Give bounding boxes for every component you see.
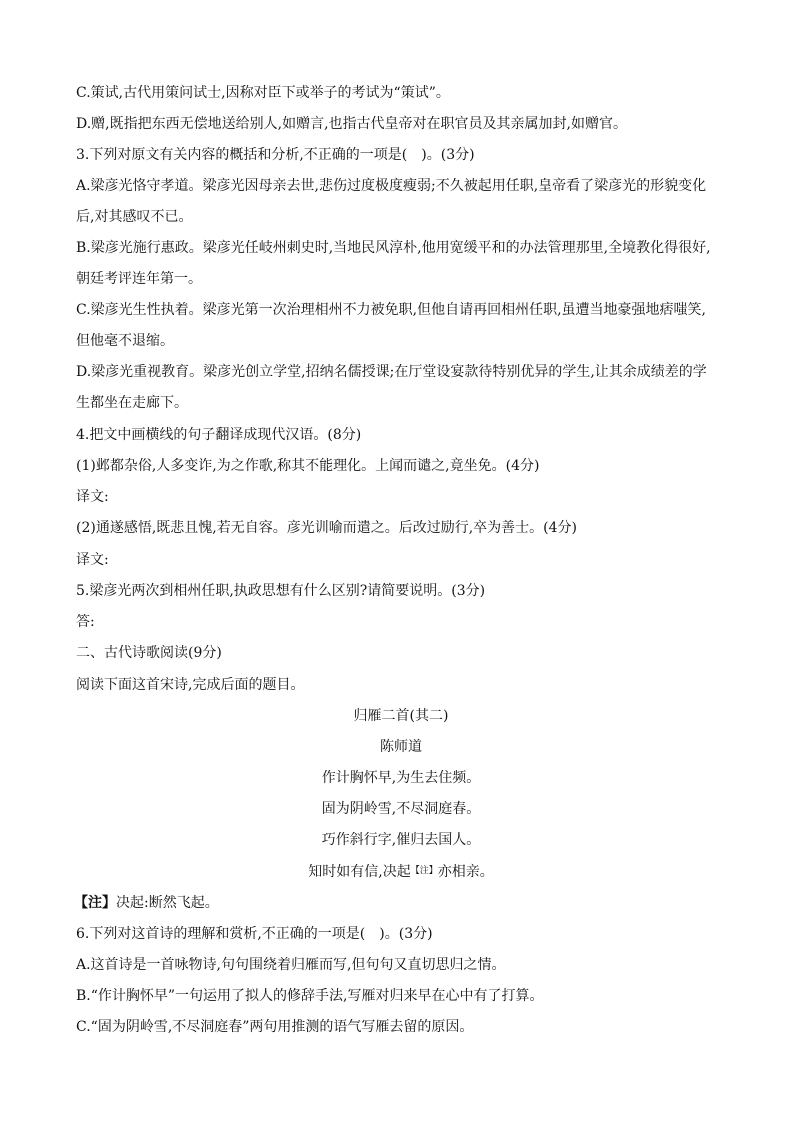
- q3-option-c-line1: C.梁彦光生性执着。梁彦光第一次治理相州不力被免职,但他自请再回相州任职,虽遭当地豪强地痞嗤笑,: [76, 302, 707, 318]
- q4-part-2: (2)通遂感悟,既悲且愧,若无自容。彦光训喻而遣之。后改过励行,卒为善士。(4分): [76, 520, 578, 536]
- poem-note-text: 决起:断然飞起。: [116, 895, 219, 911]
- question-5: 5.梁彦光两次到相州任职,执政思想有什么区别?请简要说明。(3分): [76, 583, 486, 599]
- question-4: 4.把文中画横线的句子翻译成现代汉语。(8分): [76, 427, 362, 443]
- q6-option-b: B.“作计胸怀早”一句运用了拟人的修辞手法,写雁对归来早在心中有了打算。: [76, 988, 544, 1004]
- q4-translation-1-label: 译文:: [76, 489, 109, 505]
- q4-translation-2-label: 译文:: [76, 552, 109, 568]
- poem-line-1: 作计胸怀早,为生去住频。: [321, 770, 481, 786]
- q6-option-a: A.这首诗是一首咏物诗,句句围绕着归雁而写,但句句又直切思归之情。: [76, 957, 506, 973]
- poem-line-2: 固为阴岭雪,不尽洞庭春。: [321, 801, 481, 817]
- q6-option-c: C.“固为阴岭雪,不尽洞庭春”两句用推测的语气写雁去留的原因。: [76, 1019, 474, 1035]
- q5-answer-label: 答:: [76, 614, 95, 630]
- poem-line-4-before: 知时如有信,决起: [308, 864, 411, 880]
- question-6: 6.下列对这首诗的理解和赏析,不正确的一项是( )。(3分): [76, 926, 433, 942]
- q3-option-c-line2: 但他毫不退缩。: [76, 333, 174, 349]
- poem-note-label: 【注】: [74, 895, 116, 911]
- q3-option-a-line1: A.梁彦光恪守孝道。梁彦光因母亲去世,悲伤过度极度瘦弱;不久被起用任职,皇帝看了梁彦光的形貌变化: [76, 178, 707, 194]
- poem-note: [74, 894, 724, 912]
- option-c-line: C.策试,古代用策问试士,因称对臣下或举子的考试为“策试”。: [76, 85, 450, 101]
- poem-line-4-after: 亦相亲。: [437, 864, 494, 880]
- poem-author: 陈师道: [380, 739, 422, 755]
- question-3: 3.下列对原文有关内容的概括和分析,不正确的一项是( )。(3分): [76, 147, 475, 163]
- poem-line-3: 巧作斜行字,催归去国人。: [321, 832, 481, 848]
- q3-option-a-line2: 后,对其感叹不已。: [76, 209, 193, 225]
- q3-option-d-line2: 生都坐在走廊下。: [76, 395, 188, 411]
- q4-part-1: (1)邺都杂俗,人多变诈,为之作歌,称其不能理化。上闻而谴之,竟坐免。(4分): [76, 458, 540, 474]
- option-d-line: D.赠,既指把东西无偿地送给别人,如赠言,也指古代皇帝对在职官员及其亲属加封,如赠官。: [76, 116, 627, 132]
- q3-option-b-line2: 朝廷考评连年第一。: [76, 271, 202, 287]
- section-heading-poetry: 二、古代诗歌阅读(9分): [76, 645, 222, 661]
- poem-note-mark: 【注】: [410, 866, 438, 876]
- poem-line-4: [76, 862, 726, 881]
- q3-option-b-line1: B.梁彦光施行惠政。梁彦光任岐州刺史时,当地民风淳朴,他用宽缓平和的办法管理那里,全境教化得很好,: [76, 240, 711, 256]
- poetry-instruction: 阅读下面这首宋诗,完成后面的题目。: [76, 677, 305, 693]
- q3-option-d-line1: D.梁彦光重视教育。梁彦光创立学堂,招纳名儒授课;在厅堂设宴款待特别优异的学生,让其余成绩差的学: [76, 364, 707, 380]
- poem-title: 归雁二首(其二): [353, 708, 449, 724]
